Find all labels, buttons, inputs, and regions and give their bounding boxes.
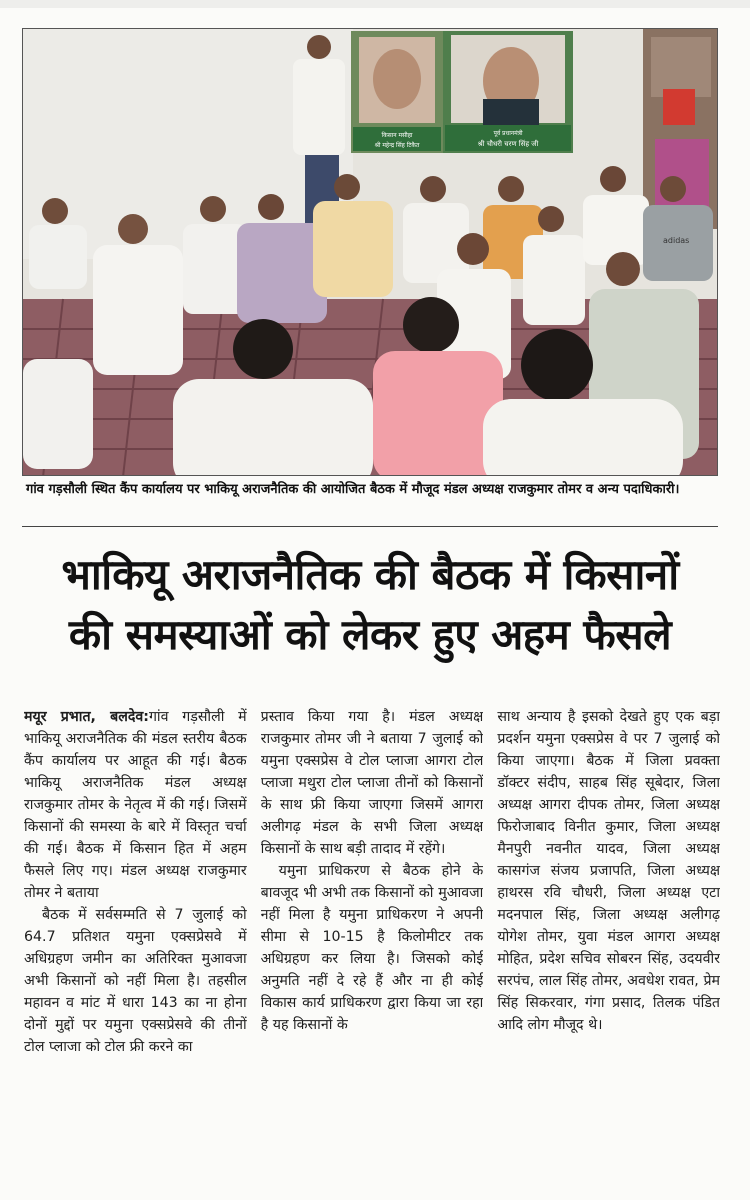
article-para-1 [24,706,247,904]
poster-left-line1: किसान मसीहा [381,132,413,139]
poster-right-line1: पूर्व प्रधानमंत्री [493,130,523,137]
headline-line-1: भाकियू अराजनैतिक की बैठक में किसानों [61,550,679,599]
article-para-5: साथ अन्याय है इसको देखते हुए एक बड़ा प्रदर्शन यमुना एक्सप्रेस वे पर 7 जुलाई को किया जाएगा। बैठक में जिला प्रवक्ता डॉक्टर संदीप, साहब सिंह सूबेदार, जिला अध्यक्ष आगरा दीपक तोमर, जिला अध्यक्ष फिरोजाबाद विनीत कुमार, जिला अध्यक्ष मैनपुरी नवनीत यादव, जिला अध्यक्ष कासगंज संजय प्रजापति, जिला अध्यक्ष हाथरस रवि चौधरी, जिला अध्यक्ष एटा मदनपाल सिंह, जिला अध्यक्ष अलीगढ़ योगेश तोमर, युवा मंडल आगरा अध्यक्ष मोहित, प्रदेश सचिव सोबरन सिंह, उदयवीर सरपंच, लाल सिंह तोमर, अवधेश रावत, प्रेम सिंह सिकरवार, गंगा प्रसाद, तिलक पंडित आदि लोग मौजूद थे। [497,709,721,1033]
article-para-2: बैठक में सर्वसम्मति से 7 जुलाई को 64.7 प्रतिशत यमुना एक्सप्रेसवे में अधिग्रहण जमीन का अतिरिक्त मुआवजा अभी किसानों को नहीं मिला है। तहसील महावन व मांट में धारा 143 का ना होना दोनों मुद्दों पर यमुना एक्सप्रेसवे की तीनों टोल प्लाजा को टोल फ्री करने का [24,907,247,1055]
meeting-photo [22,28,718,476]
article-column-1 [24,706,247,1186]
article-column-3 [497,706,720,1186]
headline [22,545,718,665]
poster-left-line2: श्री महेन्द्र सिंह टिकैत [374,142,420,149]
dateline: मयूर प्रभात, बलदेव: [24,709,149,725]
poster-right-line2: श्री चौधरी चरण सिंह जी [477,140,539,148]
article-para-1-text: गांव गड़सौली में भाकियू अराजनैतिक की मंडल स्तरीय बैठक कैंप कार्यालय पर आहूत की गई। बैठक भाकियू अराजनैतिक मंडल अध्यक्ष राजकुमार तोमर के नेतृत्व में की गई। जिसमें किसानों की समस्या के बारे में विस्तृत चर्चा की गई। बैठक में किसान हित में अहम फैसले लिए गए। मंडल अध्यक्ष राजकुमार तोमर ने बताया [24,709,247,901]
divider-rule [22,526,718,527]
shirt-text: adidas [663,236,690,245]
top-strip [0,0,750,8]
article-column-2 [261,706,484,1186]
article-para-3: प्रस्ताव किया गया है। मंडल अध्यक्ष राजकुमार तोमर जी ने बताया 7 जुलाई को यमुना एक्सप्रेस वे टोल प्लाजा आगरा टोल प्लाजा मथुरा टोल प्लाजा तीनों को किसानों के साथ फ्री किया जाएगा जिसमें आगरा अलीगढ़ मंडल के सभी जिला अध्यक्ष किसानों के साथ बड़ी तादाद में रहेंगे। [260,709,484,857]
poster-left [351,31,443,153]
headline-line-2: की समस्याओं को लेकर हुए अहम फैसले [68,610,672,659]
article-para-4: यमुना प्राधिकरण से बैठक होने के बावजूद भी अभी तक किसानों को मुआवजा नहीं मिला है यमुना प्राधिकरण ने अपनी सीमा से 10-15 है किलोमीटर तक अधिग्रहण कर लिया है। जिसको कोई अनुमति नहीं दे रहे हैं और ना ही कोई विकास कार्य प्राधिकरण द्वारा किया जा रहा है यह किसानों के [260,863,484,1033]
article-body [24,706,720,1186]
poster-right [443,31,573,153]
photo-caption: गांव गड़सौली स्थित कैंप कार्यालय पर भाकियू अराजनैतिक की आयोजित बैठक में मौजूद मंडल अध्यक्ष राजकुमार तोमर व अन्य पदाधिकारी। [26,482,680,497]
